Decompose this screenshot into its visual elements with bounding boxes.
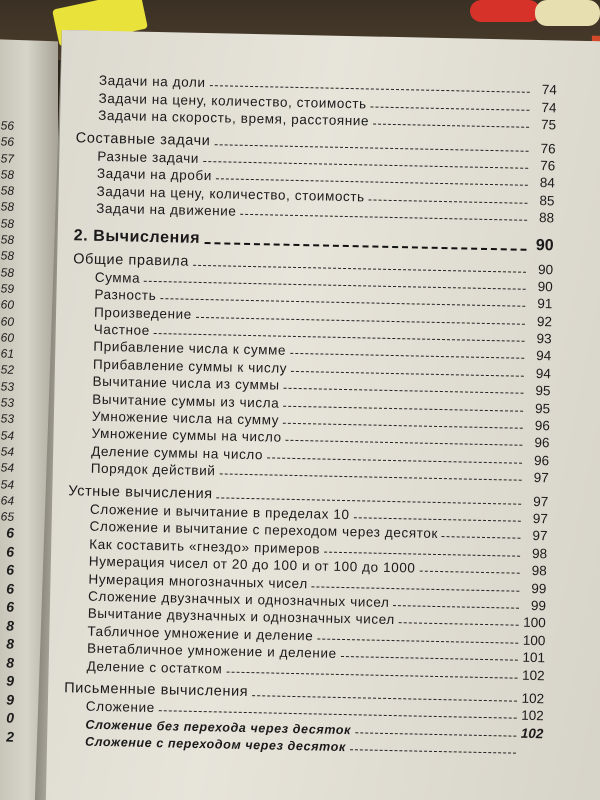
dot-leader <box>204 242 526 251</box>
left-page-number: 64 <box>0 493 14 508</box>
toc-entry-title: Задачи на дроби <box>96 166 213 184</box>
toc-entry-page-number: 100 <box>522 632 546 648</box>
dot-leader <box>373 124 529 128</box>
toc-entry-title: Сложение и вычитание в пределах 10 <box>89 501 350 523</box>
toc-entry-page-number: 95 <box>534 400 551 416</box>
left-page-number: 6 <box>6 543 14 560</box>
toc-entry-page-number: 84 <box>539 175 556 191</box>
left-page-number: 53 <box>0 379 14 394</box>
left-page-number: 56 <box>0 118 14 133</box>
left-page-number: 58 <box>0 248 14 264</box>
left-page-number: 65 <box>0 509 14 524</box>
dot-leader <box>240 214 527 221</box>
toc-entry-title: Табличное умножение и деление <box>87 623 314 644</box>
toc-entry-title: Умножение числа на сумму <box>91 408 280 428</box>
toc-entry-title: Умножение суммы на число <box>91 426 282 446</box>
toc-entry-page-number: 98 <box>531 563 547 579</box>
toc-entry-page-number: 90 <box>537 261 554 277</box>
toc-entry-title: Деление суммы на число <box>91 443 264 463</box>
toc-entry-title: Вычитание суммы из числа <box>92 391 280 411</box>
toc-entry-title: Вычитание двузначных и однозначных чисел <box>87 605 396 628</box>
toc-entry-title: Сложение <box>85 698 155 716</box>
toc-entry-page-number: 93 <box>536 331 552 347</box>
toc-entry-title: Как составить «гнездо» примеров <box>89 536 321 557</box>
dot-leader <box>324 551 520 556</box>
toc-entry-page-number: 101 <box>522 649 546 666</box>
left-page-number: 8 <box>6 635 14 653</box>
toc-entry-page-number: 74 <box>541 82 558 98</box>
left-page-number: 53 <box>0 411 14 427</box>
toc-entry-page-number: 102 <box>521 690 545 707</box>
toc-entry-title: Нумерация чисел от 20 до 100 и от 100 до 1000 <box>88 553 416 576</box>
dot-leader <box>219 474 521 481</box>
left-page-number: 58 <box>0 199 14 215</box>
left-page-numbers <box>0 117 20 748</box>
toc-entry-page-number: 76 <box>540 140 556 156</box>
toc-entry-title: 2. Вычисления <box>73 227 201 248</box>
dot-leader <box>442 536 521 539</box>
toc-entry-title: Задачи на доли <box>98 73 206 91</box>
toc-entry-title: Письменные вычисления <box>64 680 249 700</box>
toc-entry-title: Задачи на движение <box>96 200 237 219</box>
toc-entry-page-number: 94 <box>535 365 552 382</box>
toc-entry-title: Прибавление суммы к числу <box>92 356 288 376</box>
toc-entry-title: Сложение двузначных и однозначных чисел <box>87 588 390 610</box>
toc-entry-page-number: 85 <box>539 192 555 209</box>
toc-entry-title: Сложение с переходом через десяток <box>84 734 347 755</box>
toc-entry-page-number: 91 <box>537 296 553 312</box>
toc-entry-page-number: 88 <box>538 210 555 226</box>
toc-entry-title: Задачи на цену, количество, стоимость <box>96 183 365 205</box>
toc-entry-page-number: 102 <box>520 725 544 741</box>
dot-leader <box>317 638 518 643</box>
toc-entry-page-number: 90 <box>535 237 554 255</box>
dot-leader <box>355 732 516 736</box>
toc-entry-page-number: 76 <box>540 157 556 174</box>
left-page-number: 6 <box>6 598 14 616</box>
toc-entry-title: Нумерация многозначных чисел <box>88 571 308 591</box>
toc-entry-title: Задачи на цену, количество, стоимость <box>98 90 367 112</box>
toc-entry-page-number: 102 <box>521 667 545 683</box>
dot-leader <box>341 656 518 661</box>
toc-entry-title: Деление с остатком <box>86 658 223 676</box>
left-page-number: 52 <box>0 362 14 378</box>
toc-entry-title: Составные задачи <box>75 129 211 149</box>
toc-entry-page-number: 92 <box>536 313 553 330</box>
dot-leader <box>226 671 517 678</box>
left-page-number: 59 <box>0 281 14 296</box>
right-page <box>45 30 600 800</box>
left-page-number: 6 <box>6 524 14 542</box>
left-page-number: 8 <box>6 654 14 671</box>
toc-entry-title: Разные задачи <box>97 148 200 166</box>
toc-entry-title: Сложение и вычитание с переходом через десяток <box>89 519 439 542</box>
toc-entry-title: Вычитание числа из суммы <box>92 373 280 393</box>
left-page-number: 6 <box>6 580 14 597</box>
toc-entry-page-number: 99 <box>530 597 547 614</box>
left-page-number: 60 <box>0 330 14 345</box>
left-page-number: 54 <box>0 460 14 476</box>
left-page-number: 57 <box>0 150 14 166</box>
toc-entry-page-number: 100 <box>523 615 546 631</box>
toc-entry-title: Частное <box>93 321 151 338</box>
toc-entry-page-number <box>519 758 543 759</box>
toc-entry-page-number: 97 <box>532 528 548 544</box>
left-page-number: 6 <box>6 561 14 579</box>
left-page-number: 56 <box>0 134 14 150</box>
toc-entry-title: Устные вычисления <box>68 482 213 502</box>
left-page-number: 61 <box>0 346 14 361</box>
toc-entry-page-number: 74 <box>541 99 557 116</box>
toc-entry-page-number: 99 <box>531 580 547 596</box>
toc-entry-page-number: 97 <box>532 510 549 527</box>
dot-leader <box>312 586 520 591</box>
toc-entry-page-number: 95 <box>535 383 551 399</box>
dot-leader <box>369 199 528 203</box>
toc-entry-title: Задачи на скорость, время, расстояние <box>98 107 370 129</box>
dot-leader <box>419 571 519 574</box>
toc-entry-page-number: 98 <box>531 545 548 562</box>
toc-entry-page-number: 75 <box>540 117 557 133</box>
toc-entry-page-number: 97 <box>533 470 549 486</box>
toc-entry-title: Внетабличное умножение и деление <box>86 640 337 661</box>
left-page-number: 58 <box>0 183 14 199</box>
toc-entry-title: Прибавление числа к сумме <box>93 339 287 359</box>
dot-leader <box>393 605 519 609</box>
left-page-number: 58 <box>0 216 14 231</box>
toc-entry-page-number: 97 <box>533 493 549 509</box>
red-toy <box>470 0 540 22</box>
toc-entry-page-number: 96 <box>534 435 550 451</box>
left-page-number: 54 <box>0 427 14 443</box>
left-page-number: 9 <box>6 672 14 690</box>
toc-entry-title: Сложение без перехода через десяток <box>85 717 352 737</box>
toc-entry-title: Разность <box>94 287 157 304</box>
left-page-number: 60 <box>0 297 14 313</box>
left-page-number: 8 <box>6 617 14 634</box>
left-page-number: 2 <box>6 728 14 745</box>
cream-toy <box>535 0 600 26</box>
dot-leader <box>371 106 530 110</box>
left-page-number: 53 <box>0 395 14 410</box>
toc-entry-title: Порядок действий <box>90 460 216 479</box>
left-page-number: 58 <box>0 232 14 247</box>
dot-leader <box>350 749 516 753</box>
toc-entry-page-number: 90 <box>537 278 553 295</box>
table-of-contents <box>63 70 557 758</box>
toc-entry-title: Произведение <box>93 304 193 322</box>
left-page-number: 60 <box>0 313 14 329</box>
toc-entry-page-number: 96 <box>534 418 550 434</box>
left-page-number: 54 <box>0 476 14 492</box>
left-page-number: 58 <box>0 167 14 182</box>
dot-leader <box>399 623 519 627</box>
toc-entry-page-number: 94 <box>536 348 552 364</box>
toc-entry-title: Общие правила <box>73 250 190 270</box>
left-page-number: 9 <box>6 691 14 708</box>
left-page-number: 54 <box>0 444 14 459</box>
dot-leader <box>353 517 520 522</box>
toc-entry-page-number: 96 <box>533 452 550 469</box>
left-page-number: 0 <box>6 709 14 727</box>
toc-entry-page-number: 102 <box>521 708 544 724</box>
toc-entry-title: Сумма <box>94 269 141 286</box>
left-page-number: 58 <box>0 265 14 280</box>
